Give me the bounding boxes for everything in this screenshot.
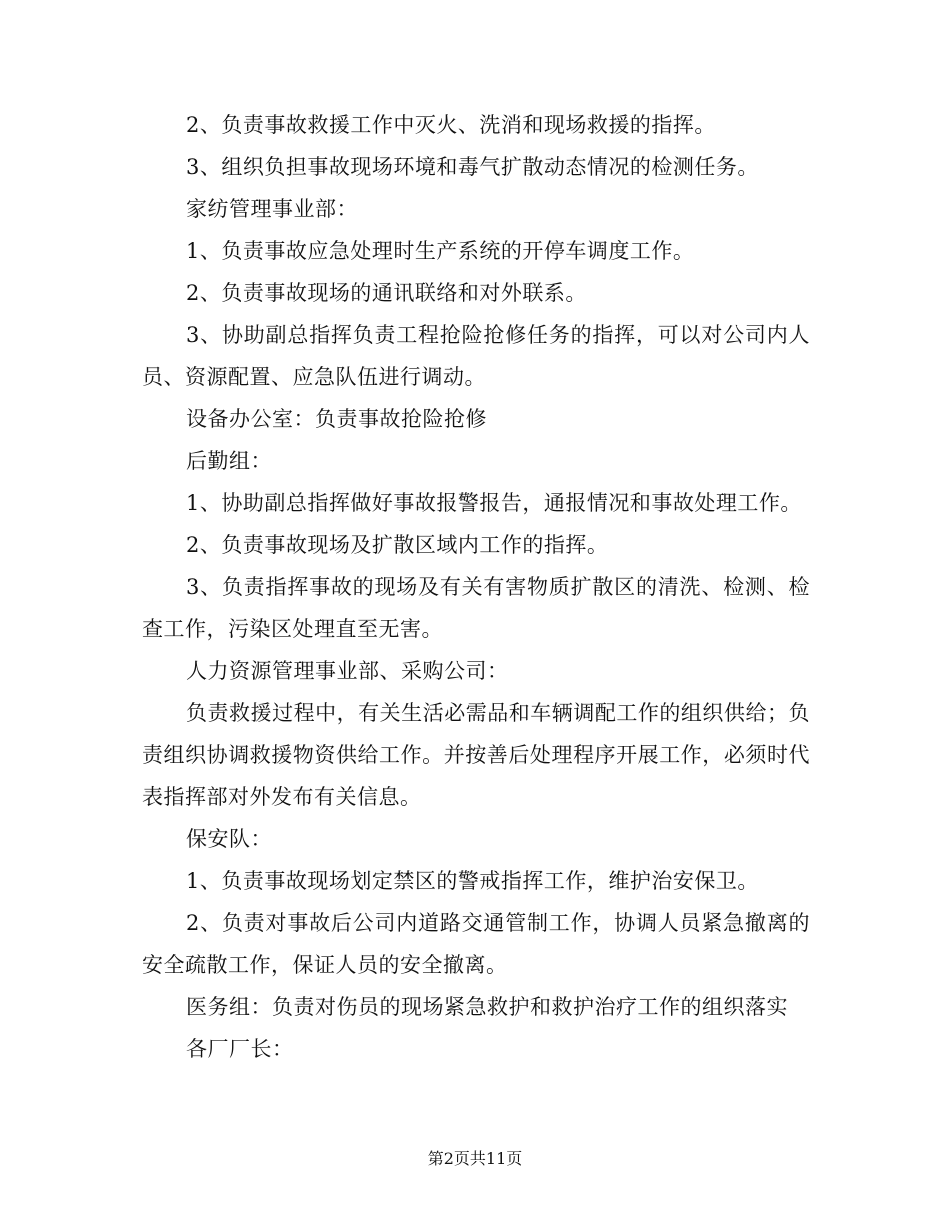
- paragraph: 1、负责事故应急处理时生产系统的开停车调度工作。: [186, 239, 695, 263]
- paragraph: 1、协助副总指挥做好事故报警报告，通报情况和事故处理工作。: [186, 491, 802, 515]
- paragraph: 3、协助副总指挥负责工程抢险抢修任务的指挥，可以对公司内人员、资源配置、应急队伍进行调动。: [142, 323, 810, 389]
- paragraph: 设备办公室：负责事故抢险抢修: [186, 407, 487, 431]
- paragraph: 负责救援过程中，有关生活必需品和车辆调配工作的组织供给；负责组织协调救援物资供给工作。并按善后处理程序开展工作，必须时代表指挥部对外发布有关信息。: [142, 701, 810, 809]
- paragraph: 2、负责事故现场及扩散区域内工作的指挥。: [186, 533, 609, 557]
- section-heading: 家纺管理事业部：: [186, 197, 358, 221]
- paragraph: 3、组织负担事故现场环境和毒气扩散动态情况的检测任务。: [186, 155, 759, 179]
- paragraph: 3、负责指挥事故的现场及有关有害物质扩散区的清洗、检测、检查工作，污染区处理直至无害。: [142, 575, 810, 641]
- paragraph: 1、负责事故现场划定禁区的警戒指挥工作，维护治安保卫。: [186, 869, 759, 893]
- paragraph: 2、负责对事故后公司内道路交通管制工作，协调人员紧急撤离的安全疏散工作，保证人员的安全撤离。: [142, 911, 810, 977]
- paragraph: 2、负责事故救援工作中灭火、洗消和现场救援的指挥。: [186, 113, 716, 137]
- page-number-footer: 第2页共11页: [427, 1149, 523, 1168]
- section-heading: 各厂厂长：: [186, 1037, 294, 1061]
- section-heading: 后勤组：: [186, 449, 272, 473]
- paragraph: 医务组：负责对伤员的现场紧急救护和救护治疗工作的组织落实: [186, 995, 788, 1019]
- section-heading: 人力资源管理事业部、采购公司：: [186, 659, 509, 683]
- section-heading: 保安队：: [186, 827, 272, 851]
- document-body: [142, 104, 810, 1070]
- paragraph: 2、负责事故现场的通讯联络和对外联系。: [186, 281, 587, 305]
